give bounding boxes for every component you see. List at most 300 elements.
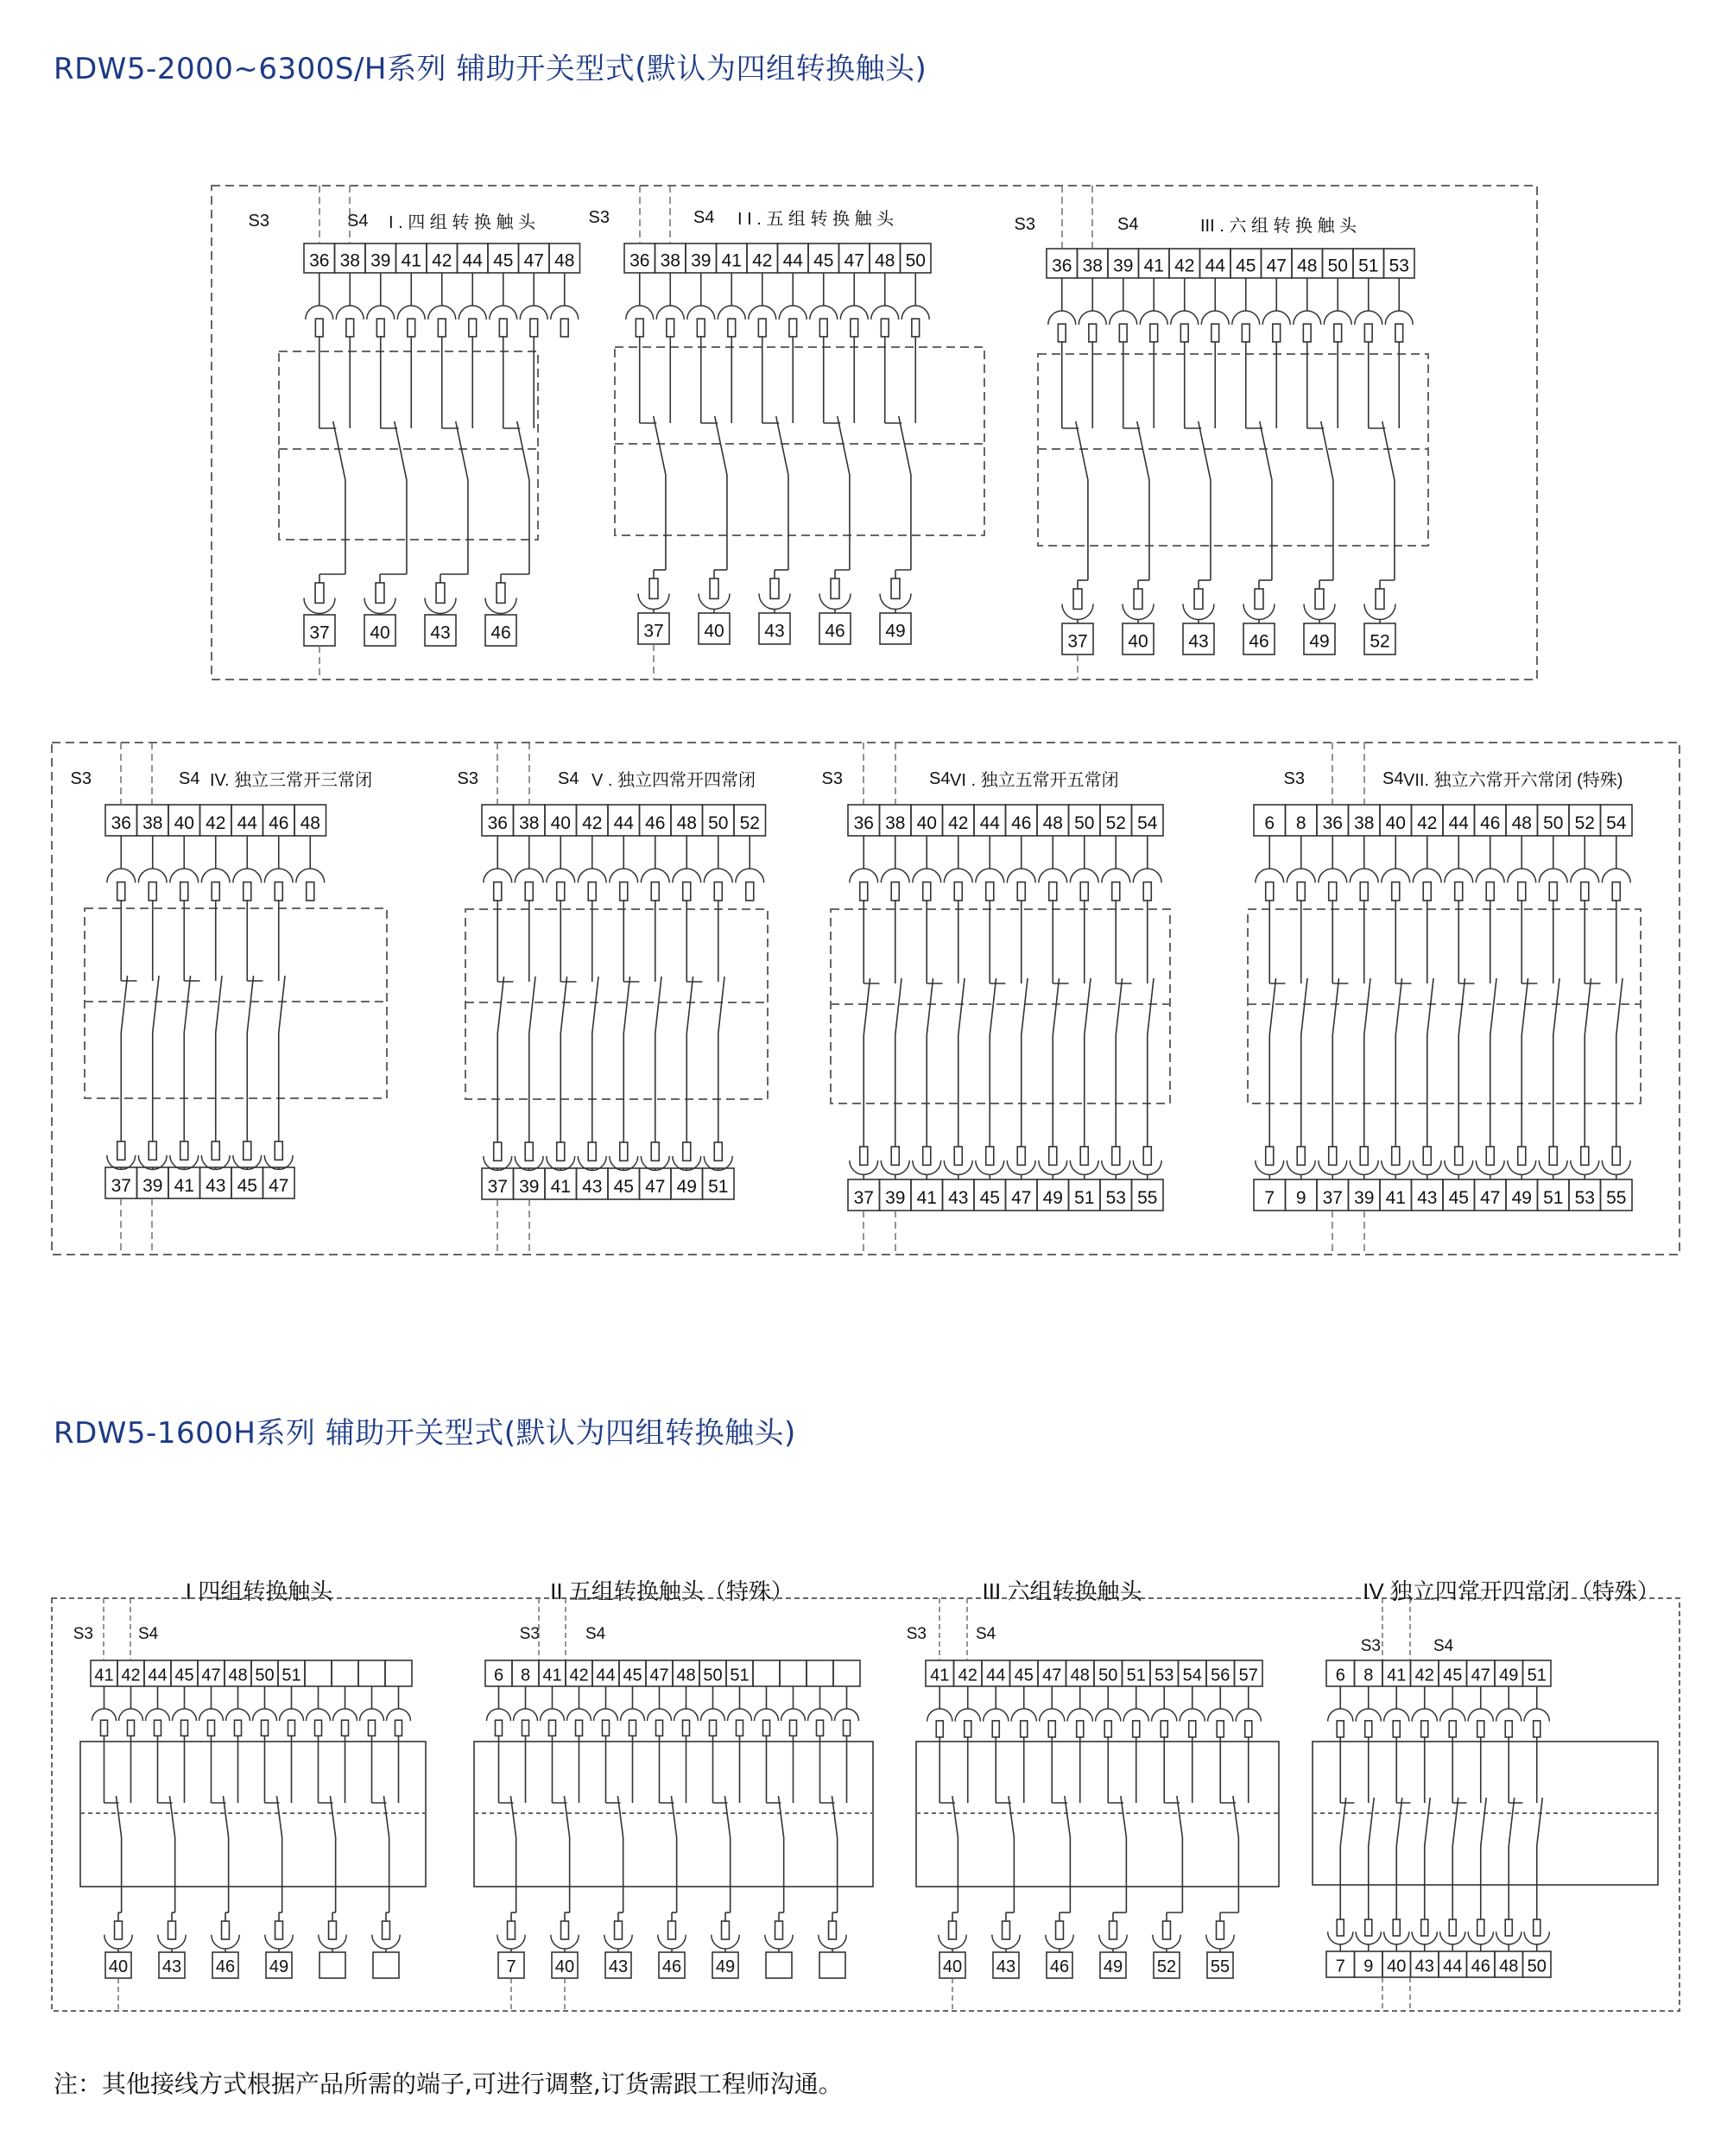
- terminal-number: 46: [1011, 813, 1032, 834]
- pin-rect: [168, 1921, 176, 1939]
- pin-rect: [329, 1921, 337, 1939]
- connector-socket-icon: [1096, 1709, 1121, 1737]
- connector-socket-icon: [1508, 1147, 1536, 1174]
- switch-blade: [958, 978, 965, 1138]
- switch-blade: [121, 976, 127, 1133]
- terminal-number: 46: [1249, 631, 1269, 652]
- connector-socket-icon: [1364, 589, 1395, 620]
- pin-rect: [180, 882, 188, 901]
- pin-rect: [494, 1142, 502, 1160]
- pin-rect: [891, 1147, 899, 1165]
- connector-socket-icon: [1384, 1919, 1409, 1944]
- terminal-number: 46: [661, 1957, 682, 1976]
- connector-socket-icon: [1602, 1147, 1630, 1174]
- switch-blade: [776, 416, 788, 570]
- terminal-number: 39: [691, 250, 712, 271]
- connector-socket-icon: [1152, 1709, 1177, 1737]
- connector-socket-icon: [840, 306, 868, 337]
- connector-socket-icon: [1140, 311, 1167, 342]
- switch-blade: [1199, 421, 1211, 580]
- connector-socket-icon: [1328, 1919, 1353, 1944]
- switch-blade: [1369, 1798, 1375, 1911]
- pin-rect: [315, 319, 323, 337]
- terminal-number: 42: [121, 1666, 141, 1685]
- terminal-number: 6: [1264, 813, 1275, 834]
- terminal-number: 40: [370, 623, 390, 643]
- terminal-number: 48: [875, 250, 895, 271]
- terminal-number: 44: [237, 813, 257, 834]
- top-terminal-strip: [1326, 1660, 1551, 1686]
- pin-rect: [557, 882, 565, 901]
- pin-rect: [1089, 324, 1097, 342]
- connector-socket-icon: [514, 1709, 538, 1736]
- s3-label: S3: [588, 208, 610, 227]
- terminal-number: 43: [582, 1177, 603, 1198]
- switch-blade: [1137, 421, 1149, 580]
- connector-socket-icon: [610, 869, 638, 901]
- terminal-number: 50: [905, 250, 926, 271]
- pin-rect: [1455, 1147, 1463, 1165]
- connector-socket-icon: [1180, 1709, 1205, 1737]
- terminal-number: 36: [629, 250, 650, 271]
- terminal-number: 48: [1511, 813, 1532, 834]
- pin-rect: [636, 319, 643, 337]
- pin-rect: [588, 1142, 596, 1160]
- connector-socket-icon: [551, 306, 579, 337]
- switch-blade: [1085, 978, 1091, 1138]
- terminal-number: 45: [237, 1176, 257, 1197]
- connector-socket-icon: [490, 306, 517, 337]
- connector-socket-icon: [547, 1142, 575, 1170]
- switch-blade: [1585, 978, 1591, 1138]
- connector-socket-icon: [1287, 869, 1315, 901]
- pin-rect: [1392, 882, 1400, 901]
- pin-rect: [1518, 882, 1526, 901]
- pin-rect: [244, 1141, 251, 1160]
- pin-rect: [949, 1921, 957, 1939]
- pin-rect: [1393, 1919, 1400, 1936]
- switch-blade: [1332, 978, 1338, 1138]
- terminal-cell: [385, 1660, 412, 1686]
- pin-rect: [1112, 882, 1120, 901]
- terminal-number: 41: [94, 1666, 114, 1685]
- connector-socket-icon: [119, 1709, 143, 1736]
- pin-rect: [936, 1721, 943, 1737]
- terminal-number: 40: [916, 813, 937, 834]
- pin-rect: [1477, 1919, 1484, 1936]
- pin-rect: [1003, 1921, 1010, 1939]
- connector-socket-icon: [1208, 1709, 1233, 1737]
- connector-socket-icon: [1171, 311, 1199, 342]
- terminal-number: 42: [1417, 813, 1438, 834]
- terminal-number: 41: [1385, 1188, 1406, 1209]
- connector-socket-icon: [728, 1709, 752, 1736]
- switch-blade: [216, 976, 222, 1133]
- connector-socket-icon: [1350, 1147, 1378, 1174]
- connector-socket-icon: [333, 1709, 357, 1736]
- connector-socket-icon: [367, 306, 395, 337]
- connector-socket-icon: [1011, 1709, 1036, 1737]
- connector-socket-icon: [835, 1709, 859, 1736]
- terminal-number: 54: [1137, 813, 1158, 834]
- connector-socket-icon: [428, 306, 456, 337]
- connector-socket-icon: [1232, 311, 1260, 342]
- terminal-number: 40: [554, 1957, 575, 1976]
- pin-rect: [1337, 1919, 1344, 1936]
- pin-rect: [275, 1921, 283, 1939]
- top-terminal-strip: [1047, 249, 1414, 278]
- pin-rect: [844, 1720, 851, 1736]
- terminal-number: 48: [676, 813, 697, 834]
- top-terminal-strip: [848, 805, 1163, 836]
- connector-socket-icon: [626, 306, 654, 337]
- pin-rect: [1211, 324, 1219, 342]
- pin-rect: [1395, 324, 1403, 342]
- connector-socket-icon: [515, 869, 543, 901]
- pin-rect: [668, 1921, 676, 1939]
- terminal-number: 46: [1480, 813, 1501, 834]
- pin-rect: [315, 1720, 322, 1736]
- terminal-number: 51: [1358, 256, 1379, 276]
- pin-rect: [496, 1720, 503, 1736]
- terminal-number: 56: [1211, 1666, 1230, 1685]
- pin-rect: [1104, 1721, 1111, 1737]
- terminal-number: 45: [1448, 1188, 1469, 1209]
- connector-socket-icon: [1319, 1147, 1347, 1174]
- diagram-label: V . 独立四常开四常闭: [591, 771, 756, 790]
- pin-rect: [891, 579, 900, 598]
- connector-socket-icon: [850, 869, 878, 901]
- pin-rect: [1337, 1721, 1344, 1737]
- connector-socket-icon: [881, 1147, 909, 1174]
- terminal-number: 39: [885, 1188, 906, 1209]
- pin-rect: [576, 1720, 583, 1736]
- connector-socket-icon: [955, 1709, 980, 1737]
- connector-socket-icon: [485, 583, 516, 614]
- connector-socket-icon: [871, 306, 899, 337]
- pin-rect: [1056, 1921, 1064, 1939]
- switch-blade: [1260, 421, 1272, 580]
- pin-rect: [1549, 1147, 1557, 1165]
- pin-rect: [222, 1921, 230, 1939]
- connector-socket-icon: [1123, 589, 1154, 620]
- pin-rect: [615, 1921, 623, 1939]
- connector-socket-icon: [1243, 589, 1275, 620]
- terminal-number: 42: [1174, 256, 1195, 276]
- pin-rect: [275, 1141, 282, 1160]
- pin-rect: [262, 1720, 269, 1736]
- pin-rect: [1112, 1147, 1120, 1165]
- pin-rect: [683, 1720, 690, 1736]
- pin-rect: [656, 1720, 663, 1736]
- connector-socket-icon: [1571, 1147, 1599, 1174]
- switch-blade: [1521, 978, 1528, 1138]
- terminal-number: 40: [704, 621, 724, 642]
- terminal-number: 39: [142, 1176, 163, 1197]
- connector-socket-icon: [578, 1142, 606, 1170]
- connector-socket-icon: [1070, 1147, 1098, 1174]
- terminal-number: 51: [1527, 1666, 1547, 1685]
- pin-rect: [819, 319, 827, 337]
- terminal-number: 37: [309, 623, 330, 643]
- pin-rect: [860, 1147, 868, 1165]
- pin-rect: [1242, 324, 1249, 342]
- switch-blade: [623, 977, 629, 1134]
- pin-rect: [829, 1921, 837, 1939]
- pin-rect: [155, 1720, 161, 1736]
- terminal-number: 50: [703, 1666, 723, 1685]
- terminal-number: 39: [519, 1177, 540, 1198]
- terminal-number: 47: [649, 1666, 669, 1685]
- pin-rect: [649, 579, 658, 598]
- terminal-number: 53: [1105, 1188, 1126, 1209]
- terminal-number: 42: [958, 1666, 977, 1685]
- s4-label: S4: [585, 1625, 606, 1643]
- terminal-number: 40: [1385, 813, 1406, 834]
- terminal-number: 46: [645, 813, 666, 834]
- connector-socket-icon: [1133, 1147, 1161, 1174]
- switch-blade: [1427, 978, 1433, 1138]
- terminal-number: 51: [1126, 1666, 1146, 1685]
- connector-socket-icon: [515, 1142, 543, 1170]
- pin-rect: [1449, 1721, 1456, 1737]
- pin-rect: [1393, 1721, 1400, 1737]
- terminal-number: 41: [1387, 1666, 1407, 1685]
- terminal-number: 44: [1205, 256, 1225, 276]
- s4-label: S4: [558, 769, 579, 788]
- connector-socket-icon: [759, 579, 790, 610]
- pin-rect: [1217, 1721, 1224, 1737]
- s4-label: S4: [1117, 215, 1139, 234]
- terminal-number: 45: [1236, 256, 1256, 276]
- connector-socket-icon: [1508, 869, 1536, 901]
- terminal-number: 49: [1103, 1957, 1123, 1976]
- terminal-number: 51: [282, 1666, 301, 1685]
- pin-rect: [1048, 1721, 1055, 1737]
- pin-rect: [992, 1721, 999, 1737]
- terminal-number: 45: [1443, 1666, 1463, 1685]
- connector-socket-icon: [484, 1142, 512, 1170]
- connector-socket-icon: [1048, 311, 1076, 342]
- connector-socket-icon: [704, 1142, 732, 1170]
- connector-socket-icon: [497, 1921, 525, 1949]
- terminal-number: 43: [161, 1957, 182, 1976]
- terminal-number: 54: [1606, 813, 1627, 834]
- connector-socket-icon: [307, 1709, 331, 1736]
- pin-rect: [986, 1147, 994, 1165]
- terminal-number: 50: [1543, 813, 1564, 834]
- pin-rect: [115, 1921, 123, 1939]
- terminal-number: 47: [1042, 1666, 1062, 1685]
- terminal-number: 47: [201, 1666, 221, 1685]
- connector-socket-icon: [226, 1709, 250, 1736]
- connector-socket-icon: [567, 1709, 591, 1736]
- pin-rect: [683, 882, 691, 901]
- connector-socket-icon: [296, 869, 325, 901]
- switch-housing: [85, 908, 387, 1098]
- pin-rect: [1058, 324, 1066, 342]
- pin-rect: [1189, 1721, 1196, 1737]
- terminal-number: 37: [643, 621, 664, 642]
- switch-blade: [497, 977, 503, 1134]
- connector-socket-icon: [1468, 1919, 1493, 1944]
- connector-socket-icon: [578, 869, 606, 901]
- connector-socket-icon: [1319, 869, 1347, 901]
- switch-blade: [654, 416, 666, 570]
- switch-blade: [1481, 1798, 1487, 1911]
- pin-rect: [181, 1720, 188, 1736]
- terminal-number: 45: [813, 250, 834, 271]
- connector-socket-icon: [138, 1141, 167, 1169]
- switch-blade: [990, 978, 996, 1138]
- connector-socket-icon: [1206, 1921, 1234, 1949]
- pin-rect: [508, 1921, 516, 1939]
- switch-blade: [715, 416, 727, 570]
- switch-blade: [1452, 1798, 1458, 1911]
- diagram-section1-iv: [71, 769, 387, 1198]
- section-title-1600: RDW5-1600H系列 辅助开关型式(默认为四组转换触头): [54, 1416, 796, 1451]
- pin-rect: [737, 1720, 743, 1736]
- connector-socket-icon: [336, 306, 364, 337]
- terminal-number: 43: [206, 1176, 226, 1197]
- pin-rect: [1423, 1147, 1431, 1165]
- terminal-number: 40: [550, 813, 571, 834]
- s3-label: S3: [821, 769, 843, 788]
- connector-socket-icon: [264, 1141, 293, 1169]
- diagram-label: III 六组转换触头: [982, 1578, 1142, 1604]
- terminal-number: 47: [269, 1176, 289, 1197]
- connector-socket-icon: [199, 1709, 224, 1736]
- terminal-number: 48: [1499, 1957, 1519, 1976]
- diagram-label: VII. 独立六常开六常闭 (特殊): [1403, 771, 1623, 790]
- terminal-number: 6: [1335, 1666, 1345, 1685]
- switch-blade: [517, 421, 529, 574]
- pin-rect: [770, 579, 779, 598]
- pin-rect: [1273, 324, 1281, 342]
- terminal-number: 57: [1238, 1666, 1258, 1685]
- connector-socket-icon: [621, 1709, 645, 1736]
- terminal-number: 52: [1156, 1957, 1177, 1976]
- diagram-section2-ii: [474, 1578, 873, 1978]
- pin-rect: [1486, 1147, 1494, 1165]
- pin-rect: [408, 319, 415, 337]
- pin-rect: [1297, 1147, 1305, 1165]
- pin-rect: [1143, 882, 1151, 901]
- switch-blade: [838, 416, 850, 570]
- s3-label: S3: [906, 1625, 927, 1643]
- connector-socket-icon: [264, 869, 293, 901]
- switch-blade: [1022, 978, 1028, 1138]
- pin-rect: [1518, 1147, 1526, 1165]
- pin-rect: [307, 882, 314, 901]
- connector-socket-icon: [146, 1709, 170, 1736]
- switch-blade: [1616, 978, 1623, 1138]
- connector-socket-icon: [699, 579, 730, 610]
- terminal-number: 46: [215, 1957, 236, 1976]
- connector-socket-icon: [1384, 1709, 1409, 1737]
- terminal-number: 49: [1309, 631, 1330, 652]
- connector-socket-icon: [1445, 1147, 1473, 1174]
- pin-rect: [117, 1141, 125, 1160]
- terminal-number: 41: [721, 250, 742, 271]
- pin-rect: [1329, 1147, 1337, 1165]
- pin-rect: [525, 882, 533, 901]
- switch-blade: [529, 977, 535, 1134]
- terminal-number: 50: [255, 1666, 275, 1685]
- connector-socket-icon: [1524, 1709, 1549, 1737]
- terminal-number: 53: [1574, 1188, 1595, 1209]
- terminal-number: 46: [825, 621, 845, 642]
- terminal-number: 37: [853, 1188, 874, 1209]
- connector-socket-icon: [1413, 1147, 1441, 1174]
- s4-label: S4: [1382, 769, 1404, 788]
- top-terminal-strip: [105, 805, 326, 836]
- connector-socket-icon: [1355, 311, 1382, 342]
- pin-rect: [763, 1720, 770, 1736]
- connector-socket-icon: [1256, 1147, 1284, 1174]
- switch-blade: [1116, 978, 1122, 1138]
- terminal-number: 49: [1499, 1666, 1519, 1685]
- switch-blade: [864, 978, 870, 1138]
- pin-rect: [860, 882, 868, 901]
- terminal-number: 44: [1448, 813, 1469, 834]
- connector-socket-icon: [138, 869, 167, 901]
- pin-rect: [1505, 1721, 1512, 1737]
- pin-rect: [923, 1147, 931, 1165]
- connector-socket-icon: [781, 1709, 806, 1736]
- terminal-number: 36: [309, 250, 330, 271]
- pin-rect: [1329, 882, 1337, 901]
- terminal-number: 55: [1137, 1188, 1158, 1209]
- terminal-number: 43: [1417, 1188, 1438, 1209]
- pin-rect: [912, 319, 920, 337]
- pin-rect: [789, 319, 797, 337]
- terminal-number: 9: [1363, 1957, 1374, 1976]
- connector-socket-icon: [387, 1709, 411, 1736]
- pin-rect: [588, 882, 596, 901]
- terminal-number: 42: [948, 813, 969, 834]
- connector-socket-icon: [712, 1921, 739, 1949]
- pin-rect: [438, 319, 446, 337]
- terminal-number: 52: [1574, 813, 1595, 834]
- switch-blade: [395, 421, 407, 574]
- switch-blade: [1537, 1798, 1543, 1911]
- top-terminal-strip: [1254, 805, 1632, 836]
- switch-blade: [1321, 421, 1333, 580]
- top-terminal-strip: [926, 1660, 1262, 1686]
- pin-rect: [851, 319, 858, 337]
- terminal-number: 7: [1335, 1957, 1345, 1976]
- connector-socket-icon: [547, 869, 575, 901]
- terminal-number: 49: [676, 1177, 697, 1198]
- pin-rect: [775, 1921, 783, 1939]
- terminal-cell: [305, 1660, 332, 1686]
- switch-blade: [899, 416, 911, 570]
- bottom-terminal: [373, 1952, 399, 1978]
- terminal-number: 37: [1322, 1188, 1343, 1209]
- terminal-number: 55: [1210, 1957, 1230, 1976]
- connector-socket-icon: [1539, 1147, 1567, 1174]
- connector-socket-icon: [819, 1921, 846, 1949]
- connector-socket-icon: [1040, 1709, 1065, 1737]
- pin-rect: [714, 1142, 722, 1160]
- terminal-number: 45: [979, 1188, 1000, 1209]
- pin-rect: [1334, 324, 1342, 342]
- pin-rect: [212, 1141, 219, 1160]
- terminal-number: 6: [493, 1666, 504, 1685]
- connector-socket-icon: [1133, 869, 1161, 901]
- pin-rect: [1266, 882, 1274, 901]
